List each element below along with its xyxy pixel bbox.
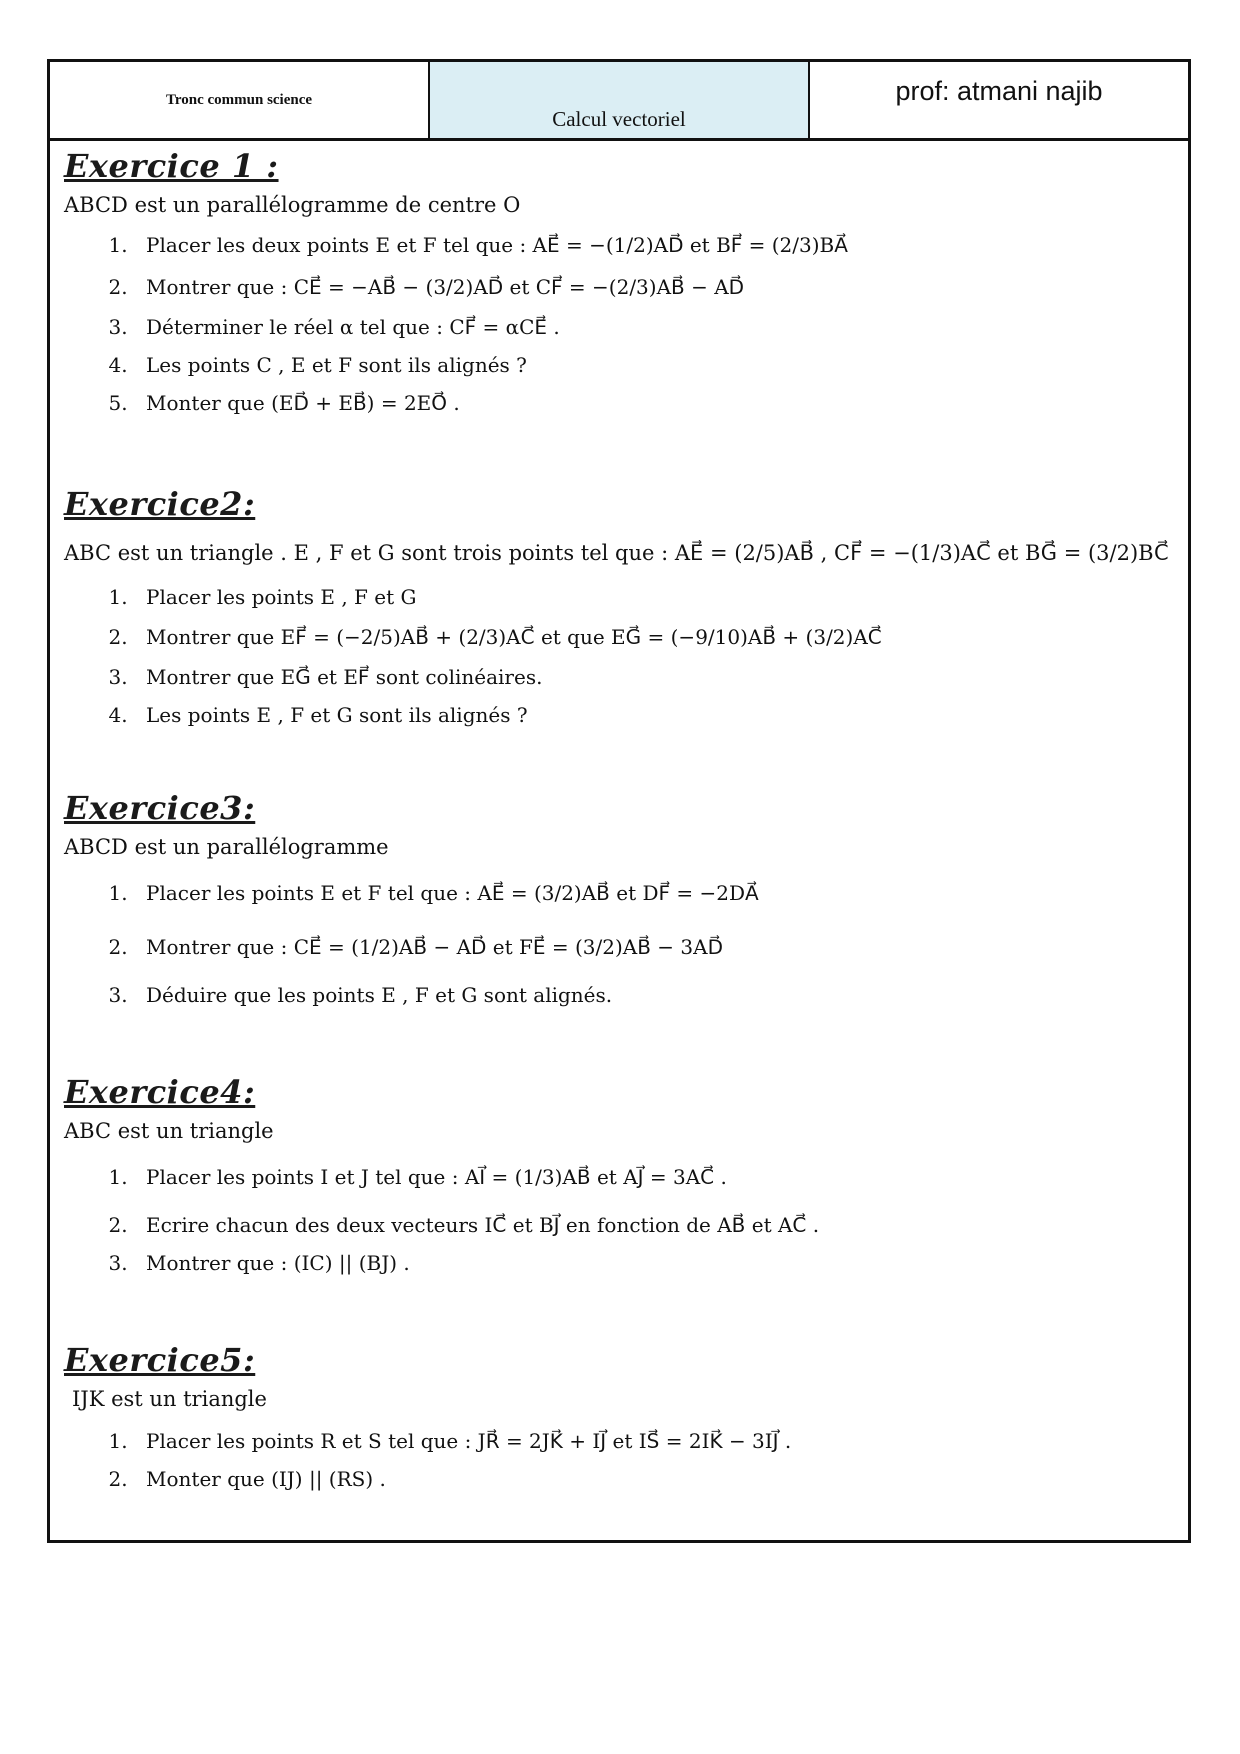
exercise-intro: ABC est un triangle — [64, 1119, 274, 1143]
question-item: 3. Montrer que : (IC) || (BJ) . — [134, 1244, 819, 1282]
header-title-cell — [428, 62, 808, 138]
question-item: 2. Montrer que : CE⃗ = (1/2)AB⃗ − AD⃗ et FE⃗ = (3/2)AB⃗ − 3AD⃗ — [134, 914, 759, 968]
header-author: prof: atmani najib — [895, 76, 1103, 106]
header-table — [50, 62, 1188, 141]
question-item: 4. Les points E , F et G sont ils alignés ? — [134, 696, 1174, 734]
question-item: 2. Montrer que : CE⃗ = −AB⃗ − (3/2)AD⃗ et CF⃗ = −(2/3)AB⃗ − AD⃗ — [134, 266, 848, 308]
question-item: 1. Placer les points I et J tel que : AI⃗ = (1/3)AB⃗ et AJ⃗ = 3AC⃗ . — [134, 1150, 819, 1198]
exercise-questions — [64, 572, 1174, 734]
header-level-cell — [50, 62, 428, 138]
exercise-intro: ABC est un triangle . E , F et G sont trois points tel que : AE⃗ = (2/5)AB⃗ , CF⃗ = −(1/3)AC⃗ et BG⃗ = (3/2)BC⃗ — [64, 541, 1169, 565]
question-item: 3. Déterminer le réel α tel que : CF⃗ = αCE⃗ . — [134, 308, 848, 346]
question-item: 5. Monter que (ED⃗ + EB⃗) = 2EO⃗ . — [134, 384, 848, 422]
question-item: 3. Déduire que les points E , F et G sont alignés. — [134, 968, 759, 1014]
exercise-3 — [64, 788, 759, 1014]
exercise-questions — [64, 224, 848, 422]
exercise-5 — [64, 1340, 791, 1498]
question-item: 2. Montrer que EF⃗ = (−2/5)AB⃗ + (2/3)AC⃗ et que EG⃗ = (−9/10)AB⃗ + (3/2)AC⃗ — [134, 616, 1174, 658]
exercise-4 — [64, 1072, 819, 1282]
exercise-title: Exercice4: — [64, 1073, 256, 1111]
exercise-2 — [64, 484, 1174, 734]
exercise-title: Exercice3: — [64, 789, 256, 827]
header-author-cell — [808, 62, 1188, 138]
exercise-intro: ABCD est un parallélogramme — [64, 835, 389, 859]
exercise-title: Exercice5: — [64, 1341, 256, 1379]
exercise-questions — [64, 1418, 791, 1498]
exercise-title: Exercice 1 : — [64, 147, 279, 185]
question-item: 1. Placer les deux points E et F tel que : AE⃗ = −(1/2)AD⃗ et BF⃗ = (2/3)BA⃗ — [134, 224, 848, 266]
header-level: Tronc commun science — [165, 91, 313, 108]
question-item: 1. Placer les points R et S tel que : JR⃗ = 2JK⃗ + IJ⃗ et IS⃗ = 2IK⃗ − 3IJ⃗ . — [134, 1418, 791, 1460]
exercise-1 — [64, 146, 848, 422]
header-title: Calcul vectoriel — [552, 107, 686, 131]
question-item: 1. Placer les points E , F et G — [134, 572, 1174, 616]
question-item: 3. Montrer que EG⃗ et EF⃗ sont colinéaires. — [134, 658, 1174, 696]
worksheet-frame — [47, 59, 1191, 1543]
exercise-intro: IJK est un triangle — [72, 1387, 267, 1411]
exercise-title: Exercice2: — [64, 485, 256, 523]
question-item: 4. Les points C , E et F sont ils alignés ? — [134, 346, 848, 384]
question-item: 2. Ecrire chacun des deux vecteurs IC⃗ et BJ⃗ en fonction de AB⃗ et AC⃗ . — [134, 1198, 819, 1244]
question-item: 1. Placer les points E et F tel que : AE⃗ = (3/2)AB⃗ et DF⃗ = −2DA⃗ — [134, 866, 759, 914]
exercise-questions — [64, 1150, 819, 1282]
exercise-intro: ABCD est un parallélogramme de centre O — [64, 193, 521, 217]
exercise-questions — [64, 866, 759, 1014]
question-item: 2. Monter que (IJ) || (RS) . — [134, 1460, 791, 1498]
